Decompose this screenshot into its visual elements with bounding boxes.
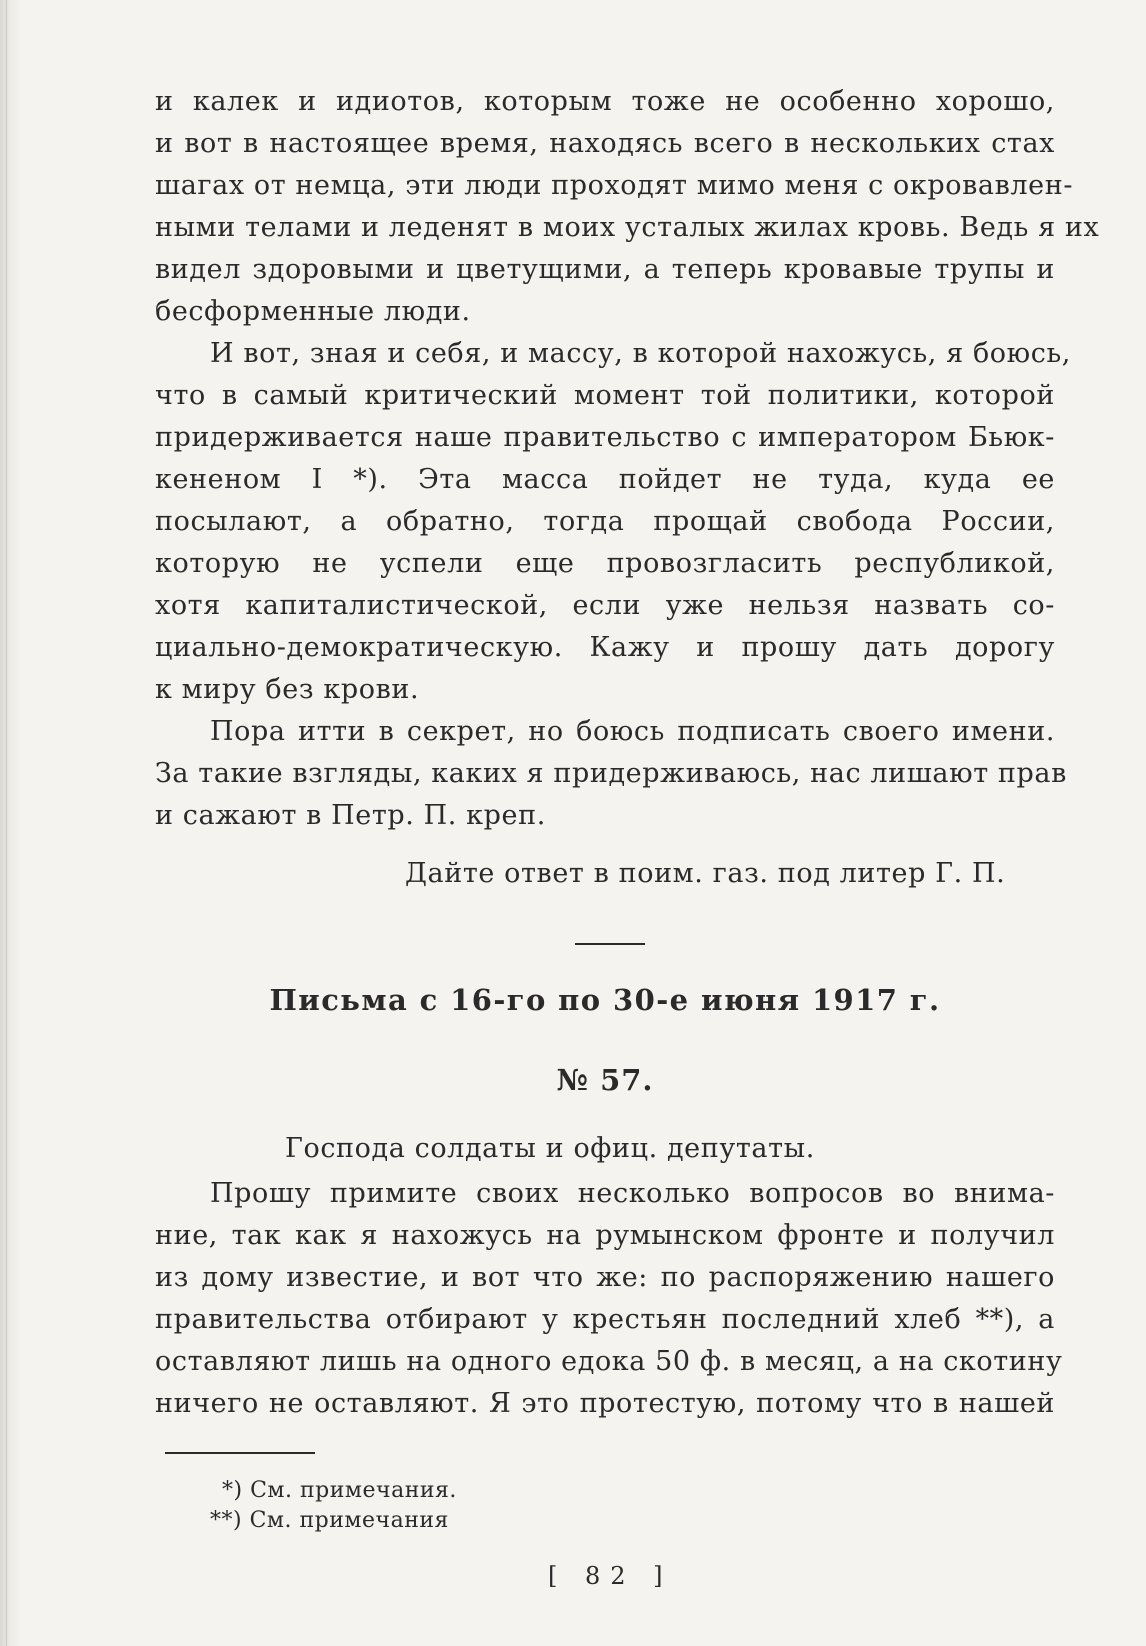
page-number: [ 82 ] (548, 1562, 673, 1590)
footnote-1: *) См. примечания. (222, 1478, 457, 1503)
footnote-2: **) См. примечания (210, 1508, 449, 1533)
text-line: шагах от немца, эти люди проходят мимо меня с окровавлен- (155, 170, 1074, 201)
letter-signature: Дайте ответ в поим. газ. под литер Г. П. (405, 858, 1006, 889)
text-line: ными телами и леденят в моих усталых жилах кровь. Ведь я их (155, 212, 1100, 243)
text-line: кененом I *). Эта масса пойдет не туда, куда ее (155, 464, 1055, 495)
text-line: придерживается наше правительство с императором Бьюк- (155, 422, 1055, 453)
text-line: циально-демократическую. Кажу и прошу дать дорогу (155, 632, 1055, 663)
letter-number: № 57. (556, 1063, 654, 1097)
section-heading: Письма с 16-го по 30-е июня 1917 г. (269, 983, 941, 1017)
text-line: правительства отбирают у крестьян последний хлеб **), а (155, 1304, 1055, 1335)
section-divider (575, 943, 645, 945)
text-line: которую не успели еще провозгласить республикой, (155, 548, 1055, 579)
text-line: и калек и идиотов, которым тоже не особенно хорошо, (155, 86, 1055, 117)
text-line: Пора итти в секрет, но боюсь подписать своего имени. (210, 716, 1055, 747)
page-gutter-shadow (0, 0, 22, 1646)
text-line: и вот в настоящее время, находясь всего в нескольких стах (155, 128, 1055, 159)
text-line: ничего не оставляют. Я это протестую, потому что в нашей (155, 1388, 1055, 1419)
page-gutter-line (6, 0, 7, 1646)
text-line: посылают, а обратно, тогда прощай свобода России, (155, 506, 1055, 537)
text-line: ние, так как я нахожусь на румынском фронте и получил (155, 1220, 1055, 1251)
text-line: и сажают в Петр. П. креп. (155, 800, 546, 831)
text-line: бесформенные люди. (155, 296, 471, 327)
text-line: оставляют лишь на одного едока 50 ф. в месяц, а на скотину (155, 1346, 1063, 1377)
text-line: видел здоровыми и цветущими, а теперь кровавые трупы и (155, 254, 1055, 285)
text-line: Прошу примите своих несколько вопросов во внима- (210, 1178, 1055, 1209)
text-line: что в самый критический момент той политики, которой (155, 380, 1055, 411)
text-line: из дому известие, и вот что же: по распоряжению нашего (155, 1262, 1055, 1293)
text-line: хотя капиталистической, если уже нельзя назвать со- (155, 590, 1055, 621)
text-line: И вот, зная и себя, и массу, в которой нахожусь, я боюсь, (210, 338, 1071, 369)
footnote-rule (165, 1452, 315, 1454)
text-line: За такие взгляды, каких я придерживаюсь, нас лишают прав (155, 758, 1067, 789)
text-line: к миру без крови. (155, 674, 420, 705)
letter-salutation: Господа солдаты и офиц. депутаты. (285, 1133, 815, 1164)
